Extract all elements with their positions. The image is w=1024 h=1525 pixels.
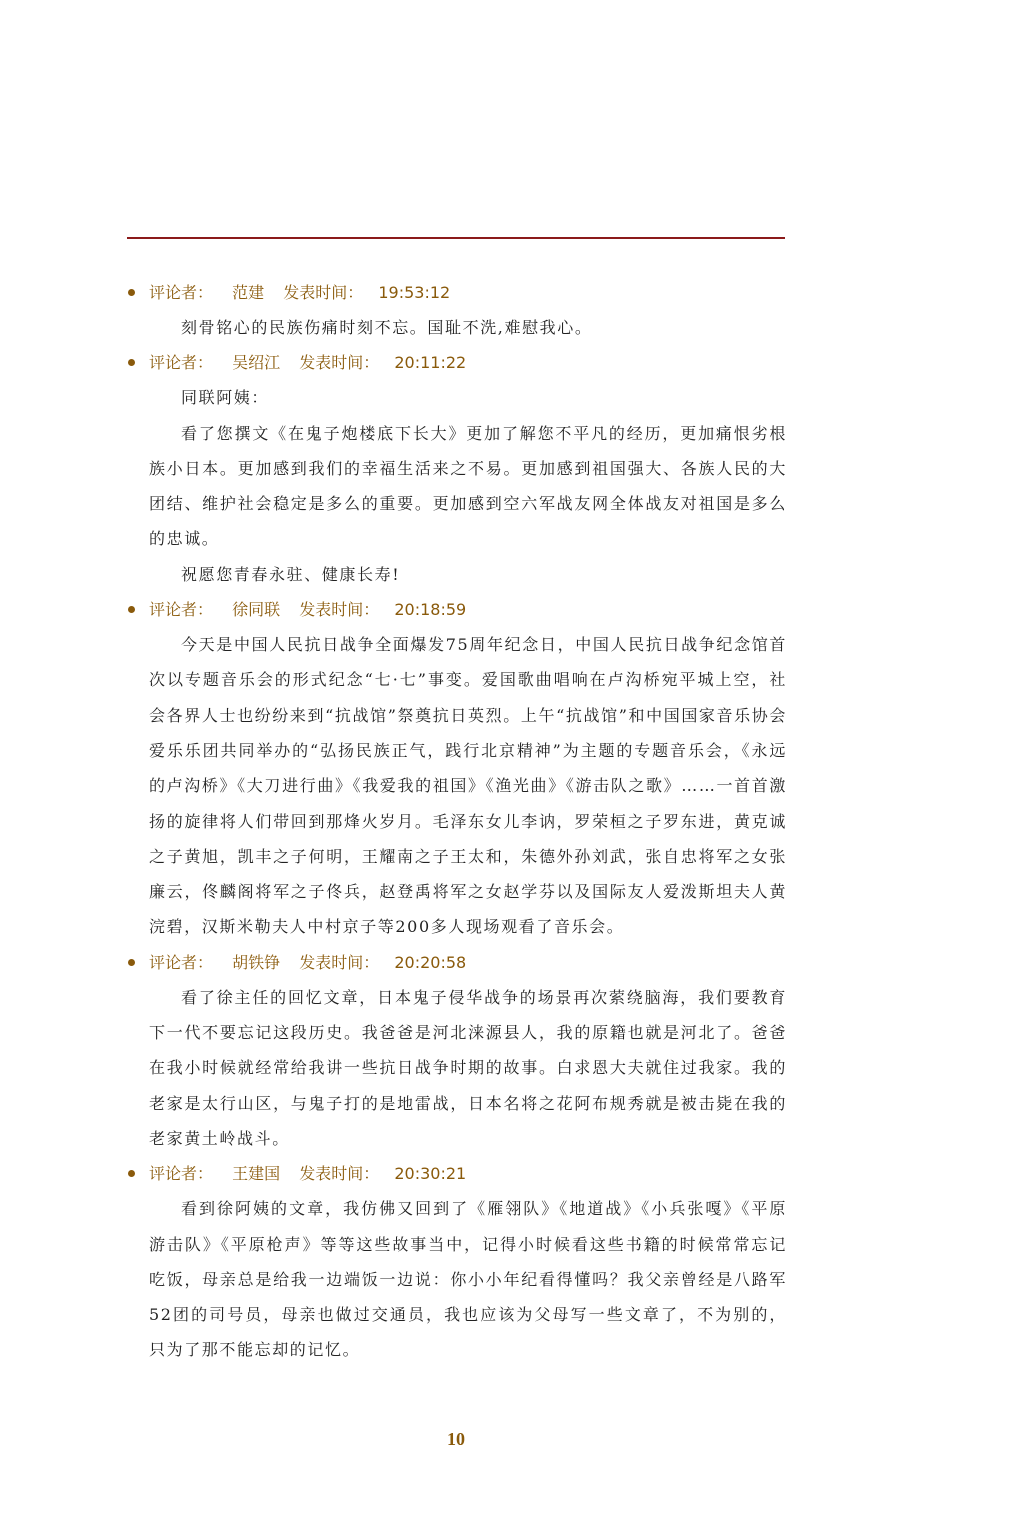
comment-body — [127, 980, 787, 1156]
post-time: 20:20:58 — [394, 952, 467, 972]
post-time: 20:11:22 — [394, 353, 467, 373]
page-number: 10 — [447, 1429, 465, 1449]
comment-header — [127, 1156, 787, 1191]
commenter-label: 评论者： — [149, 1164, 214, 1184]
commenter-label: 评论者： — [149, 952, 214, 972]
bullet-icon — [128, 959, 135, 966]
bullet-icon — [128, 359, 135, 366]
commenter-name: 徐同联 — [232, 600, 281, 620]
comments-list — [127, 275, 787, 1368]
time-label: 发表时间： — [299, 600, 380, 620]
comment-header — [127, 592, 787, 627]
comment — [127, 275, 787, 345]
comment-paragraph: 看到徐阿姨的文章，我仿佛又回到了《雁翎队》《地道战》《小兵张嘎》《平原游击队》《平原枪声》等等这些故事当中，记得小时候看这些书籍的时候常常忘记吃饭，母亲总是给我一边端饭一边说：你小小年纪看得懂吗？我父亲曾经是八路军52团的司号员，母亲也做过交通员，我也应该为父母写一些文章了，不为别的，只为了那不能忘却的记忆。 — [149, 1199, 787, 1360]
comment — [127, 1156, 787, 1367]
comment-paragraph: 刻骨铭心的民族伤痛时刻不忘。国耻不洗,难慰我心。 — [181, 318, 593, 337]
bullet-icon — [128, 289, 135, 296]
header-rule — [127, 237, 785, 239]
comment-paragraph: 今天是中国人民抗日战争全面爆发75周年纪念日，中国人民抗日战争纪念馆首次以专题音乐会的形式纪念“七·七”事变。爱国歌曲唱响在卢沟桥宛平城上空，社会各界人士也纷纷来到“抗战馆”祭奠抗日英烈。上午“抗战馆”和中国国家音乐协会爱乐乐团共同举办的“弘扬民族正气，践行北京精神”为主题的专题音乐会，《永远的卢沟桥》《大刀进行曲》《我爱我的祖国》《渔光曲》《游击队之歌》……一首首激扬的旋律将人们带回到那烽火岁月。毛泽东女儿李讷，罗荣桓之子罗东进，黄克诚之子黄旭，凯丰之子何明，王耀南之子王太和，朱德外孙刘武，张自忠将军之女张廉云，佟麟阁将军之子佟兵，赵登禹将军之女赵学芬以及国际友人爱泼斯坦夫人黄浣碧，汉斯米勒夫人中村京子等200多人现场观看了音乐会。 — [149, 635, 787, 937]
time-label: 发表时间： — [299, 1164, 380, 1184]
comment-header — [127, 345, 787, 380]
bullet-icon — [128, 1170, 135, 1177]
post-time: 19:53:12 — [378, 283, 451, 302]
comment-paragraph: 祝愿您青春永驻、健康长寿! — [181, 564, 401, 584]
commenter-name: 范建 — [232, 283, 265, 302]
comment-body — [127, 627, 787, 945]
comment-paragraph: 看了徐主任的回忆文章，日本鬼子侵华战争的场景再次萦绕脑海，我们要教育下一代不要忘记这段历史。我爸爸是河北涞源县人，我的原籍也就是河北了。爸爸在我小时候就经常给我讲一些抗日战争时期的故事。白求恩大夫就住过我家。我的老家是太行山区，与鬼子打的是地雷战，日本名将之花阿布规秀就是被击毙在我的老家黄土岭战斗。 — [149, 987, 787, 1148]
comment — [127, 592, 787, 945]
comment-body — [127, 310, 787, 345]
comment — [127, 945, 787, 1156]
comment-body — [127, 380, 787, 592]
post-time: 20:30:21 — [394, 1164, 467, 1184]
commenter-label: 评论者： — [149, 283, 214, 302]
commenter-name: 王建国 — [232, 1164, 281, 1184]
commenter-name: 胡铁铮 — [232, 952, 281, 972]
comment — [127, 345, 787, 592]
post-time: 20:18:59 — [394, 600, 467, 620]
time-label: 发表时间： — [299, 353, 380, 373]
commenter-label: 评论者： — [149, 600, 214, 620]
comment-paragraph: 同联阿姨： — [181, 388, 270, 408]
comment-header — [127, 275, 787, 310]
commenter-name: 吴绍江 — [232, 353, 281, 373]
comment-header — [127, 945, 787, 980]
bullet-icon — [128, 606, 135, 613]
comment-body — [127, 1191, 787, 1367]
commenter-label: 评论者： — [149, 353, 214, 373]
time-label: 发表时间： — [299, 952, 380, 972]
comment-paragraph: 看了您撰文《在鬼子炮楼底下长大》更加了解您不平凡的经历，更加痛恨劣根族小日本。更加感到我们的幸福生活来之不易。更加感到祖国强大、各族人民的大团结、维护社会稳定是多么的重要。更加感到空六军战友网全体战友对祖国是多么的忠诚。 — [149, 423, 787, 549]
time-label: 发表时间： — [283, 283, 364, 302]
